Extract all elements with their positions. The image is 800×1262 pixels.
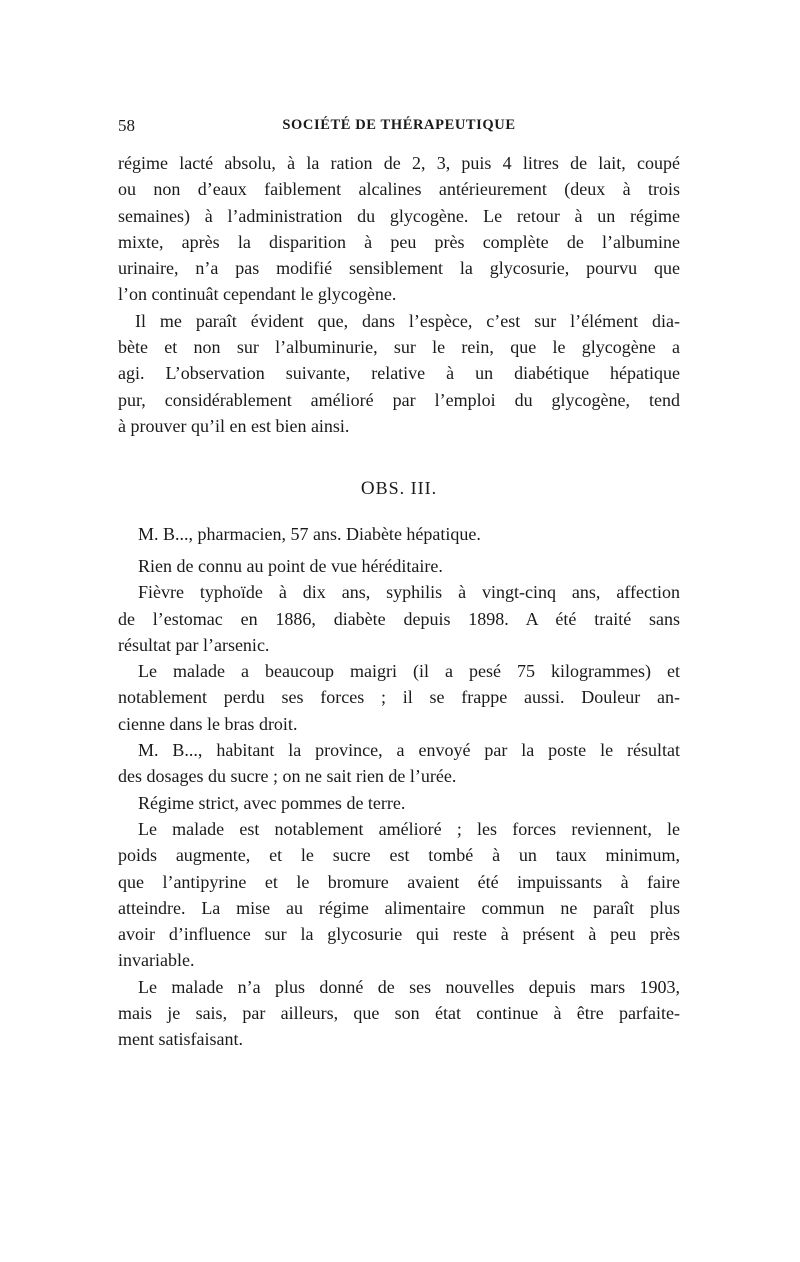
text-line: poids augmente, et le sucre est tombé à un taux minimum, [118,845,680,866]
paragraph-block-2 [118,553,680,1053]
text-line: Fièvre typhoïde à dix ans, syphilis à vingt-cinq ans, affection [138,582,680,603]
text-line: Le malade a beaucoup maigri (il a pesé 75 kilogrammes) et [138,661,680,682]
text-line: à prouver qu’il en est bien ainsi. [118,415,350,436]
text-line: Il me paraît évident que, dans l’espèce, c’est sur l’élément dia- [135,310,680,331]
running-head [118,116,680,138]
text-line: invariable. [118,950,195,971]
text-line: l’on continuât cependant le glycogène. [118,284,397,305]
text-line: cienne dans le bras droit. [118,713,298,734]
observation-header [118,521,680,547]
text-line: Rien de connu au point de vue héréditaire. [138,556,443,576]
text-line: semaines) à l’administration du glycogène. Le retour à un régime [118,205,680,226]
text-line: M. B..., habitant la province, a envoyé par la poste le résultat [138,740,680,761]
text-line: régime lacté absolu, à la ration de 2, 3, puis 4 litres de lait, coupé [118,153,680,173]
text-line: que l’antipyrine et le bromure avaient été impuissants à faire [118,871,680,892]
page-number: 58 [118,116,135,135]
text-line: Le malade n’a plus donné de ses nouvelles depuis mars 1903, [138,976,680,997]
text-line: avoir d’influence sur la glycosurie qui reste à présent à peu près [118,924,680,945]
section-title [118,478,680,500]
text-line: Régime strict, avec pommes de terre. [138,792,406,813]
text-line: bète et non sur l’albuminurie, sur le rein, que le glycogène a [118,337,680,358]
paragraph-block-1 [118,150,680,439]
text-line: de l’estomac en 1886, diabète depuis 1898. A été traité sans [118,608,680,629]
text-line: M. B..., pharmacien, 57 ans. Diabète hépatique. [138,524,481,544]
text-line: ou non d’eaux faiblement alcalines antérieurement (deux à trois [118,179,680,200]
section-title-initial: O [360,478,376,499]
text-line: Le malade est notablement amélioré ; les forces reviennent, le [138,818,680,839]
text-line: atteindre. La mise au régime alimentaire commun ne paraît plus [118,897,680,918]
text-line: ment satisfaisant. [118,1029,243,1050]
text-line: pur, considérablement amélioré par l’emploi du glycogène, tend [118,389,680,410]
section-title-rest: BS. III. [375,478,438,498]
journal-title: SOCIÉTÉ DE THÉRAPEUTIQUE [282,117,516,133]
text-line: urinaire, n’a pas modifié sensiblement la glycosurie, pourvu que [118,258,680,279]
text-line: mixte, après la disparition à peu près complète de l’albumine [118,231,680,252]
text-line: notablement perdu ses forces ; il se frappe aussi. Douleur an- [118,687,680,708]
text-line: agi. L’observation suivante, relative à un diabétique hépatique [118,363,680,384]
text-line: mais je sais, par ailleurs, que son état continue à être parfaite- [118,1003,680,1024]
text-line: des dosages du sucre ; on ne sait rien de l’urée. [118,766,457,787]
text-line: résultat par l’arsenic. [118,634,270,655]
